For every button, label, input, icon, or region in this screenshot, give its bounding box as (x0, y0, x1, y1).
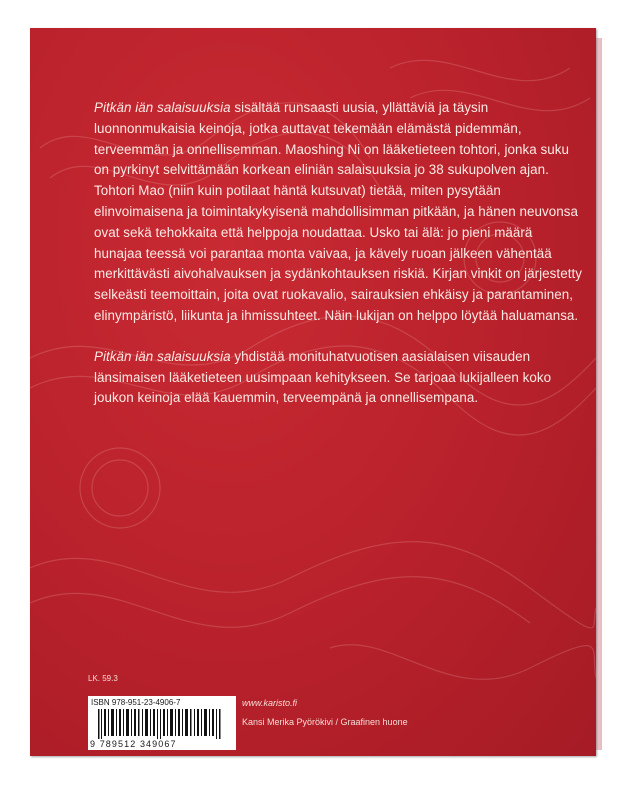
blurb-paragraph-2 (94, 347, 584, 409)
book-title-italic: Pitkän iän salaisuuksia (94, 348, 231, 364)
isbn-text: ISBN 978-951-23-4906-7 (91, 698, 181, 707)
barcode-icon (98, 709, 228, 739)
book-title-italic: Pitkän iän salaisuuksia (94, 100, 231, 115)
cover-design-credit: Kansi Merika Pyörökivi / Graafinen huone (242, 717, 408, 727)
publisher-url: www.karisto.fi (242, 698, 298, 708)
back-cover (30, 28, 596, 756)
classification-label: LK. 59.3 (88, 674, 118, 683)
blurb-paragraph-1 (94, 98, 584, 327)
barcode-area (88, 696, 236, 750)
publisher-info (88, 674, 508, 749)
blurb-text (94, 98, 584, 429)
paragraph-2-body: yhdistää monituhatvuotisen aasialaisen viisauden länsimaisen lääketieteen uusimpaan kehitykseen. Se tarjoaa lukijalleen koko joukon keinoja elää kauemmin, terveempänä ja onnellisempana. (94, 348, 552, 406)
paragraph-1-body: sisältää runsaasti uusia, yllättäviä ja täysin luonnonmukaisia keinoja, jotka auttavat tekemään elämästä pidemmän, terveemmän ja onnellisemman. Maoshing Ni on lääketieteen tohtori, jonka suku on pyrkinyt selvittämään korkean eliniän salaisuuksia jo 38 sukupolven ajan. Tohtori Mao (niin kuin potilaat häntä kutsuvat) tietää, miten pysytään elinvoimaisena ja toimintakykyisenä mahdollisimman pitkään, ja hänen neuvonsa ovat sekä tehokkaita että helppoja noudattaa. Usko tai älä: jo pieni määrä hunajaa teessä voi parantaa monta vaivaa, ja kävely ruoan jälkeen vähentää merkittävästi aivohalvauksen ja sydänkohtauksen riskiä. Kirjan vinkit on järjestetty selkeästi teemoittain, joita ovat ruokavalio, sairauksien ehkäisy ja parantaminen, elinympäristö, liikunta ja ihmissuhteet. Näin lukijan on helppo löytää haluamansa. (94, 100, 582, 323)
barcode-number: 9 789512 349067 (90, 739, 177, 749)
